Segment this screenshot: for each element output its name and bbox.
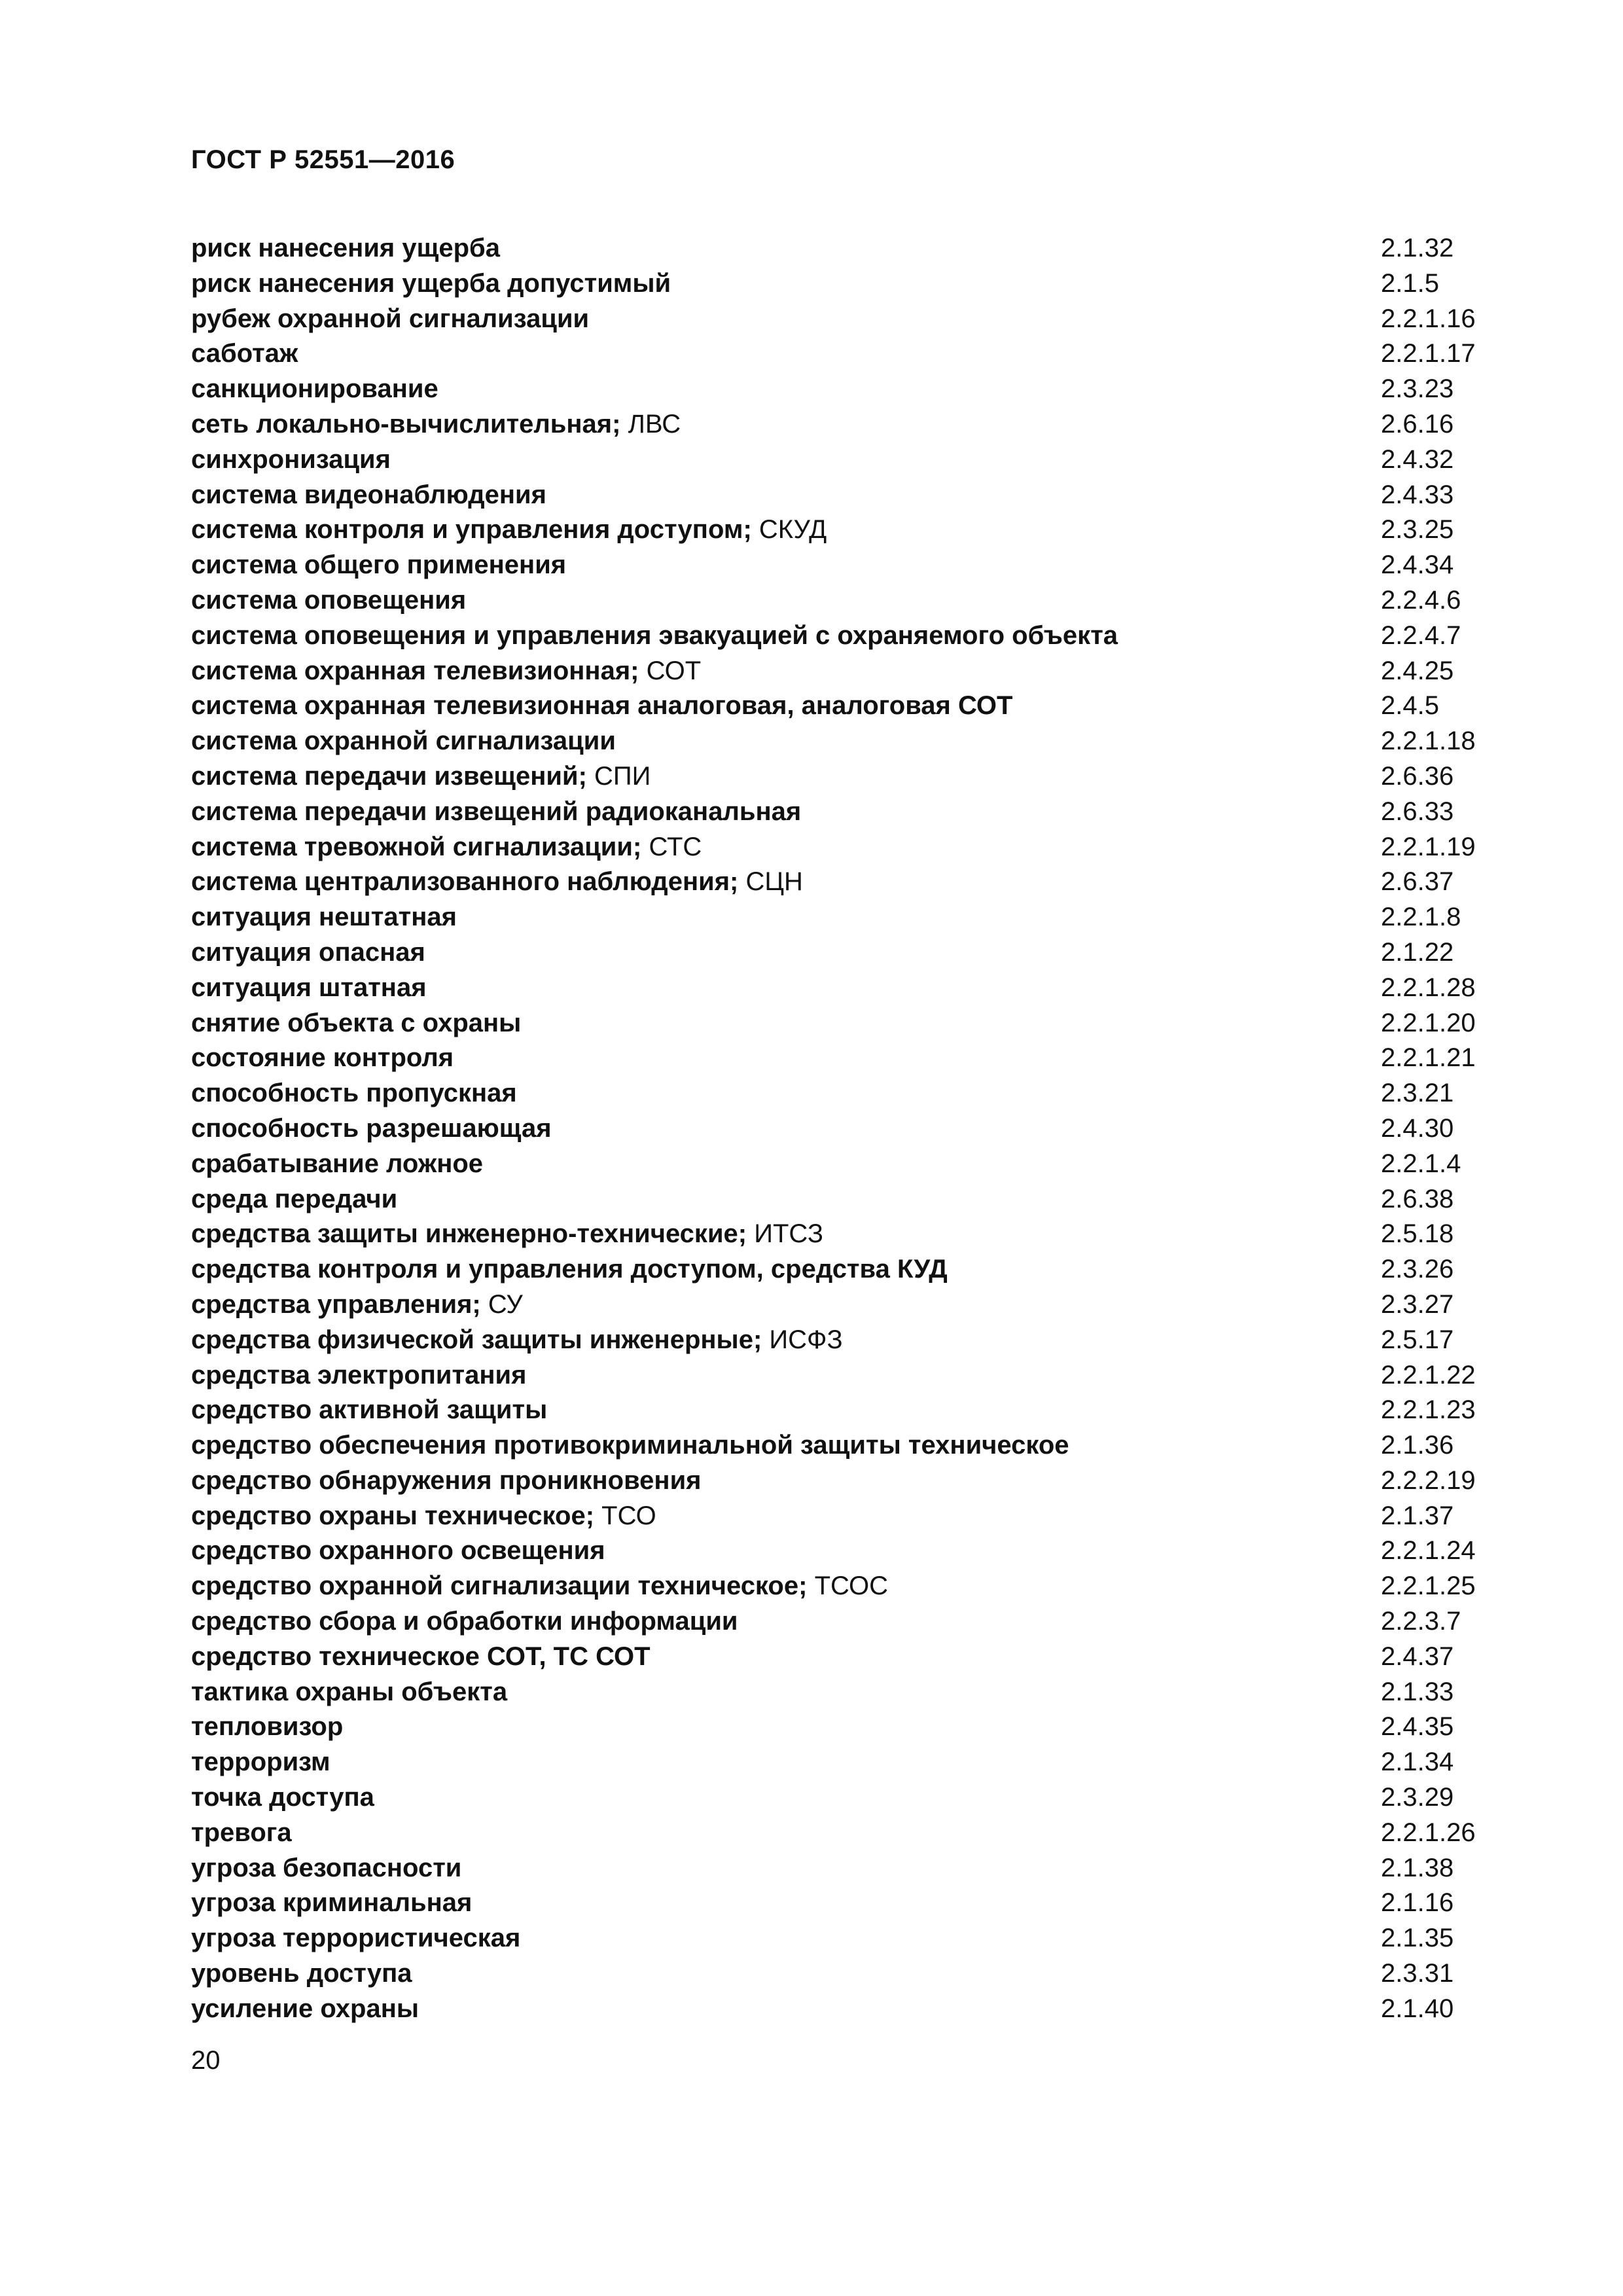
index-entry: [191, 1534, 1500, 1569]
index-entry: [191, 1886, 1500, 1921]
entry-term: система оповещения и управления эвакуацией с охраняемого объекта: [191, 620, 1118, 650]
entry-section-number: 2.2.1.21: [1381, 1043, 1476, 1073]
term-index-list: [191, 231, 1500, 2027]
index-entry: [191, 900, 1500, 935]
entry-section-number: 2.2.1.8: [1381, 903, 1461, 932]
entry-section-number: 2.3.26: [1381, 1255, 1454, 1284]
index-entry: [191, 302, 1500, 337]
index-entry: [191, 1006, 1500, 1041]
index-entry: [191, 1816, 1500, 1851]
entry-section-number: 2.2.1.16: [1381, 304, 1476, 333]
entry-section-number: 2.4.30: [1381, 1113, 1454, 1143]
index-entry: [191, 724, 1500, 759]
entry-section-number: 2.1.34: [1381, 1748, 1454, 1777]
entry-term: система охранная телевизионная;: [191, 656, 639, 685]
entry-section-number: 2.4.37: [1381, 1641, 1454, 1671]
entry-abbreviation: СЦН: [745, 867, 803, 897]
entry-section-number: 2.2.1.26: [1381, 1818, 1476, 1847]
entry-section-number: 2.1.35: [1381, 1924, 1454, 1953]
entry-term: средство сбора и обработки информации: [191, 1607, 738, 1636]
index-entry: [191, 1569, 1500, 1604]
entry-section-number: 2.5.18: [1381, 1219, 1454, 1249]
index-entry: [191, 266, 1500, 302]
entry-section-number: 2.6.33: [1381, 797, 1454, 826]
entry-term: санкционирование: [191, 374, 438, 404]
entry-abbreviation: СУ: [488, 1289, 523, 1319]
entry-section-number: 2.2.4.6: [1381, 585, 1461, 615]
entry-term: система охранной сигнализации: [191, 726, 616, 756]
index-entry: [191, 231, 1500, 266]
entry-term: уровень доступа: [191, 1959, 412, 1988]
entry-term: средство активной защиты: [191, 1395, 548, 1425]
entry-term: ситуация штатная: [191, 973, 427, 1002]
index-entry: [191, 1076, 1500, 1111]
entry-term: система передачи извещений радиоканальная: [191, 797, 802, 826]
entry-term: средства контроля и управления доступом, средства КУД: [191, 1255, 948, 1284]
entry-term: сеть локально-вычислительная;: [191, 409, 621, 439]
index-entry: [191, 935, 1500, 971]
entry-section-number: 2.2.1.20: [1381, 1008, 1476, 1037]
entry-term: способность пропускная: [191, 1079, 517, 1108]
entry-term: среда передачи: [191, 1184, 398, 1213]
entry-term: средство обнаружения проникновения: [191, 1465, 702, 1495]
entry-term: ситуация опасная: [191, 937, 425, 967]
entry-section-number: 2.5.17: [1381, 1325, 1454, 1354]
entry-term: тепловизор: [191, 1712, 344, 1742]
entry-section-number: 2.3.23: [1381, 374, 1454, 404]
index-entry: [191, 1851, 1500, 1886]
entry-abbreviation: СПИ: [594, 761, 651, 791]
index-entry: [191, 795, 1500, 830]
entry-term: угроза безопасности: [191, 1853, 462, 1882]
index-entry: [191, 1499, 1500, 1534]
entry-term: риск нанесения ущерба: [191, 234, 501, 262]
entry-abbreviation: ИСФЗ: [769, 1325, 843, 1354]
entry-section-number: 2.3.31: [1381, 1959, 1454, 1988]
index-entry: [191, 1956, 1500, 1992]
entry-section-number: 2.6.38: [1381, 1184, 1454, 1213]
entry-term: тактика охраны объекта: [191, 1677, 508, 1706]
index-entry: [191, 654, 1500, 689]
entry-section-number: 2.1.33: [1381, 1677, 1454, 1706]
entry-term: терроризм: [191, 1748, 330, 1777]
entry-section-number: 2.1.16: [1381, 1888, 1454, 1918]
entry-section-number: 2.3.29: [1381, 1783, 1454, 1812]
entry-section-number: 2.4.5: [1381, 691, 1439, 721]
entry-abbreviation: СТС: [649, 832, 702, 861]
index-entry: [191, 1745, 1500, 1780]
entry-term: средство охраны техническое;: [191, 1501, 595, 1530]
index-entry: [191, 512, 1500, 548]
entry-section-number: 2.3.25: [1381, 515, 1454, 545]
entry-term: состояние контроля: [191, 1043, 454, 1073]
index-entry: [191, 1992, 1500, 2027]
entry-term: система видеонаблюдения: [191, 480, 546, 509]
entry-term: точка доступа: [191, 1783, 374, 1812]
index-entry: [191, 1675, 1500, 1710]
entry-section-number: 2.6.36: [1381, 761, 1454, 791]
entry-section-number: 2.2.1.28: [1381, 973, 1476, 1002]
page-number: 20: [191, 2046, 221, 2075]
entry-section-number: 2.4.33: [1381, 480, 1454, 509]
entry-term: средства защиты инженерно-технические;: [191, 1219, 747, 1249]
index-entry: [191, 1393, 1500, 1428]
index-entry: [191, 1217, 1500, 1252]
entry-abbreviation: СКУД: [758, 515, 827, 545]
entry-term: срабатывание ложное: [191, 1149, 484, 1178]
entry-section-number: 2.2.4.7: [1381, 620, 1461, 650]
entry-abbreviation: ТСОС: [814, 1571, 889, 1601]
index-entry: [191, 1463, 1500, 1499]
entry-section-number: 2.2.1.25: [1381, 1571, 1476, 1601]
index-entry: [191, 407, 1500, 442]
entry-abbreviation: СОТ: [646, 656, 702, 685]
index-entry: [191, 971, 1500, 1006]
entry-section-number: 2.1.32: [1381, 234, 1454, 262]
index-entry: [191, 1710, 1500, 1745]
index-entry: [191, 865, 1500, 900]
entry-term: система общего применения: [191, 550, 567, 580]
entry-section-number: 2.3.21: [1381, 1079, 1454, 1108]
document-header: ГОСТ Р 52551—2016: [191, 145, 455, 174]
entry-term: средства управления;: [191, 1289, 481, 1319]
entry-section-number: 2.6.37: [1381, 867, 1454, 897]
entry-section-number: 2.2.1.24: [1381, 1536, 1476, 1566]
index-entry: [191, 478, 1500, 513]
entry-section-number: 2.1.40: [1381, 1994, 1454, 2023]
index-entry: [191, 1640, 1500, 1675]
entry-section-number: 2.2.2.19: [1381, 1465, 1476, 1495]
index-entry: [191, 1182, 1500, 1217]
entry-section-number: 2.2.1.17: [1381, 339, 1476, 368]
index-entry: [191, 1323, 1500, 1358]
entry-section-number: 2.2.1.18: [1381, 726, 1476, 756]
entry-term: средства физической защиты инженерные;: [191, 1325, 762, 1354]
entry-section-number: 2.1.36: [1381, 1431, 1454, 1460]
index-entry: [191, 442, 1500, 478]
entry-term: угроза террористическая: [191, 1924, 521, 1953]
entry-section-number: 2.4.35: [1381, 1712, 1454, 1742]
index-entry: [191, 689, 1500, 724]
index-entry: [191, 1111, 1500, 1147]
entry-section-number: 2.1.37: [1381, 1501, 1454, 1530]
index-entry: [191, 759, 1500, 795]
entry-term: средство техническое СОТ, ТС СОТ: [191, 1641, 651, 1671]
index-entry: [191, 619, 1500, 654]
index-entry: [191, 1252, 1500, 1287]
index-entry: [191, 1604, 1500, 1640]
index-entry: [191, 1428, 1500, 1463]
entry-term: система контроля и управления доступом;: [191, 515, 752, 545]
index-entry: [191, 372, 1500, 407]
entry-term: риск нанесения ущерба допустимый: [191, 268, 671, 298]
entry-term: угроза криминальная: [191, 1888, 473, 1918]
entry-term: синхронизация: [191, 444, 391, 474]
entry-term: способность разрешающая: [191, 1113, 552, 1143]
entry-section-number: 2.3.27: [1381, 1289, 1454, 1319]
entry-section-number: 2.4.34: [1381, 550, 1454, 580]
index-entry: [191, 830, 1500, 865]
entry-section-number: 2.4.32: [1381, 444, 1454, 474]
entry-term: тревога: [191, 1818, 292, 1847]
entry-term: система тревожной сигнализации;: [191, 832, 642, 861]
index-entry: [191, 1780, 1500, 1816]
index-entry: [191, 1287, 1500, 1323]
entry-term: средства электропитания: [191, 1360, 527, 1390]
entry-term: саботаж: [191, 339, 298, 368]
index-entry: [191, 1041, 1500, 1076]
entry-term: средство охранного освещения: [191, 1536, 605, 1566]
entry-section-number: 2.2.1.22: [1381, 1360, 1476, 1390]
index-entry: [191, 336, 1500, 372]
entry-term: система оповещения: [191, 585, 467, 615]
entry-term: система централизованного наблюдения;: [191, 867, 739, 897]
index-entry: [191, 583, 1500, 619]
entry-section-number: 2.1.5: [1381, 268, 1439, 298]
entry-term: ситуация нештатная: [191, 903, 457, 932]
entry-section-number: 2.2.3.7: [1381, 1607, 1461, 1636]
entry-term: средство охранной сигнализации техническое;: [191, 1571, 808, 1601]
entry-abbreviation: ИТСЗ: [754, 1219, 824, 1249]
entry-term: система передачи извещений;: [191, 761, 587, 791]
entry-term: средство обеспечения противокриминальной защиты техническое: [191, 1431, 1069, 1460]
entry-term: усиление охраны: [191, 1994, 419, 2023]
entry-term: система охранная телевизионная аналоговая, аналоговая СОТ: [191, 691, 1013, 721]
entry-section-number: 2.6.16: [1381, 409, 1454, 439]
entry-abbreviation: ТСО: [601, 1501, 656, 1530]
entry-section-number: 2.2.1.4: [1381, 1149, 1461, 1178]
index-entry: [191, 548, 1500, 583]
entry-term: рубеж охранной сигнализации: [191, 304, 590, 333]
entry-term: снятие объекта с охраны: [191, 1008, 522, 1037]
entry-section-number: 2.1.38: [1381, 1853, 1454, 1882]
entry-section-number: 2.2.1.19: [1381, 832, 1476, 861]
index-entry: [191, 1358, 1500, 1393]
index-entry: [191, 1921, 1500, 1956]
index-entry: [191, 1147, 1500, 1182]
entry-section-number: 2.4.25: [1381, 656, 1454, 685]
entry-section-number: 2.1.22: [1381, 937, 1454, 967]
entry-abbreviation: ЛВС: [628, 409, 681, 439]
entry-section-number: 2.2.1.23: [1381, 1395, 1476, 1425]
